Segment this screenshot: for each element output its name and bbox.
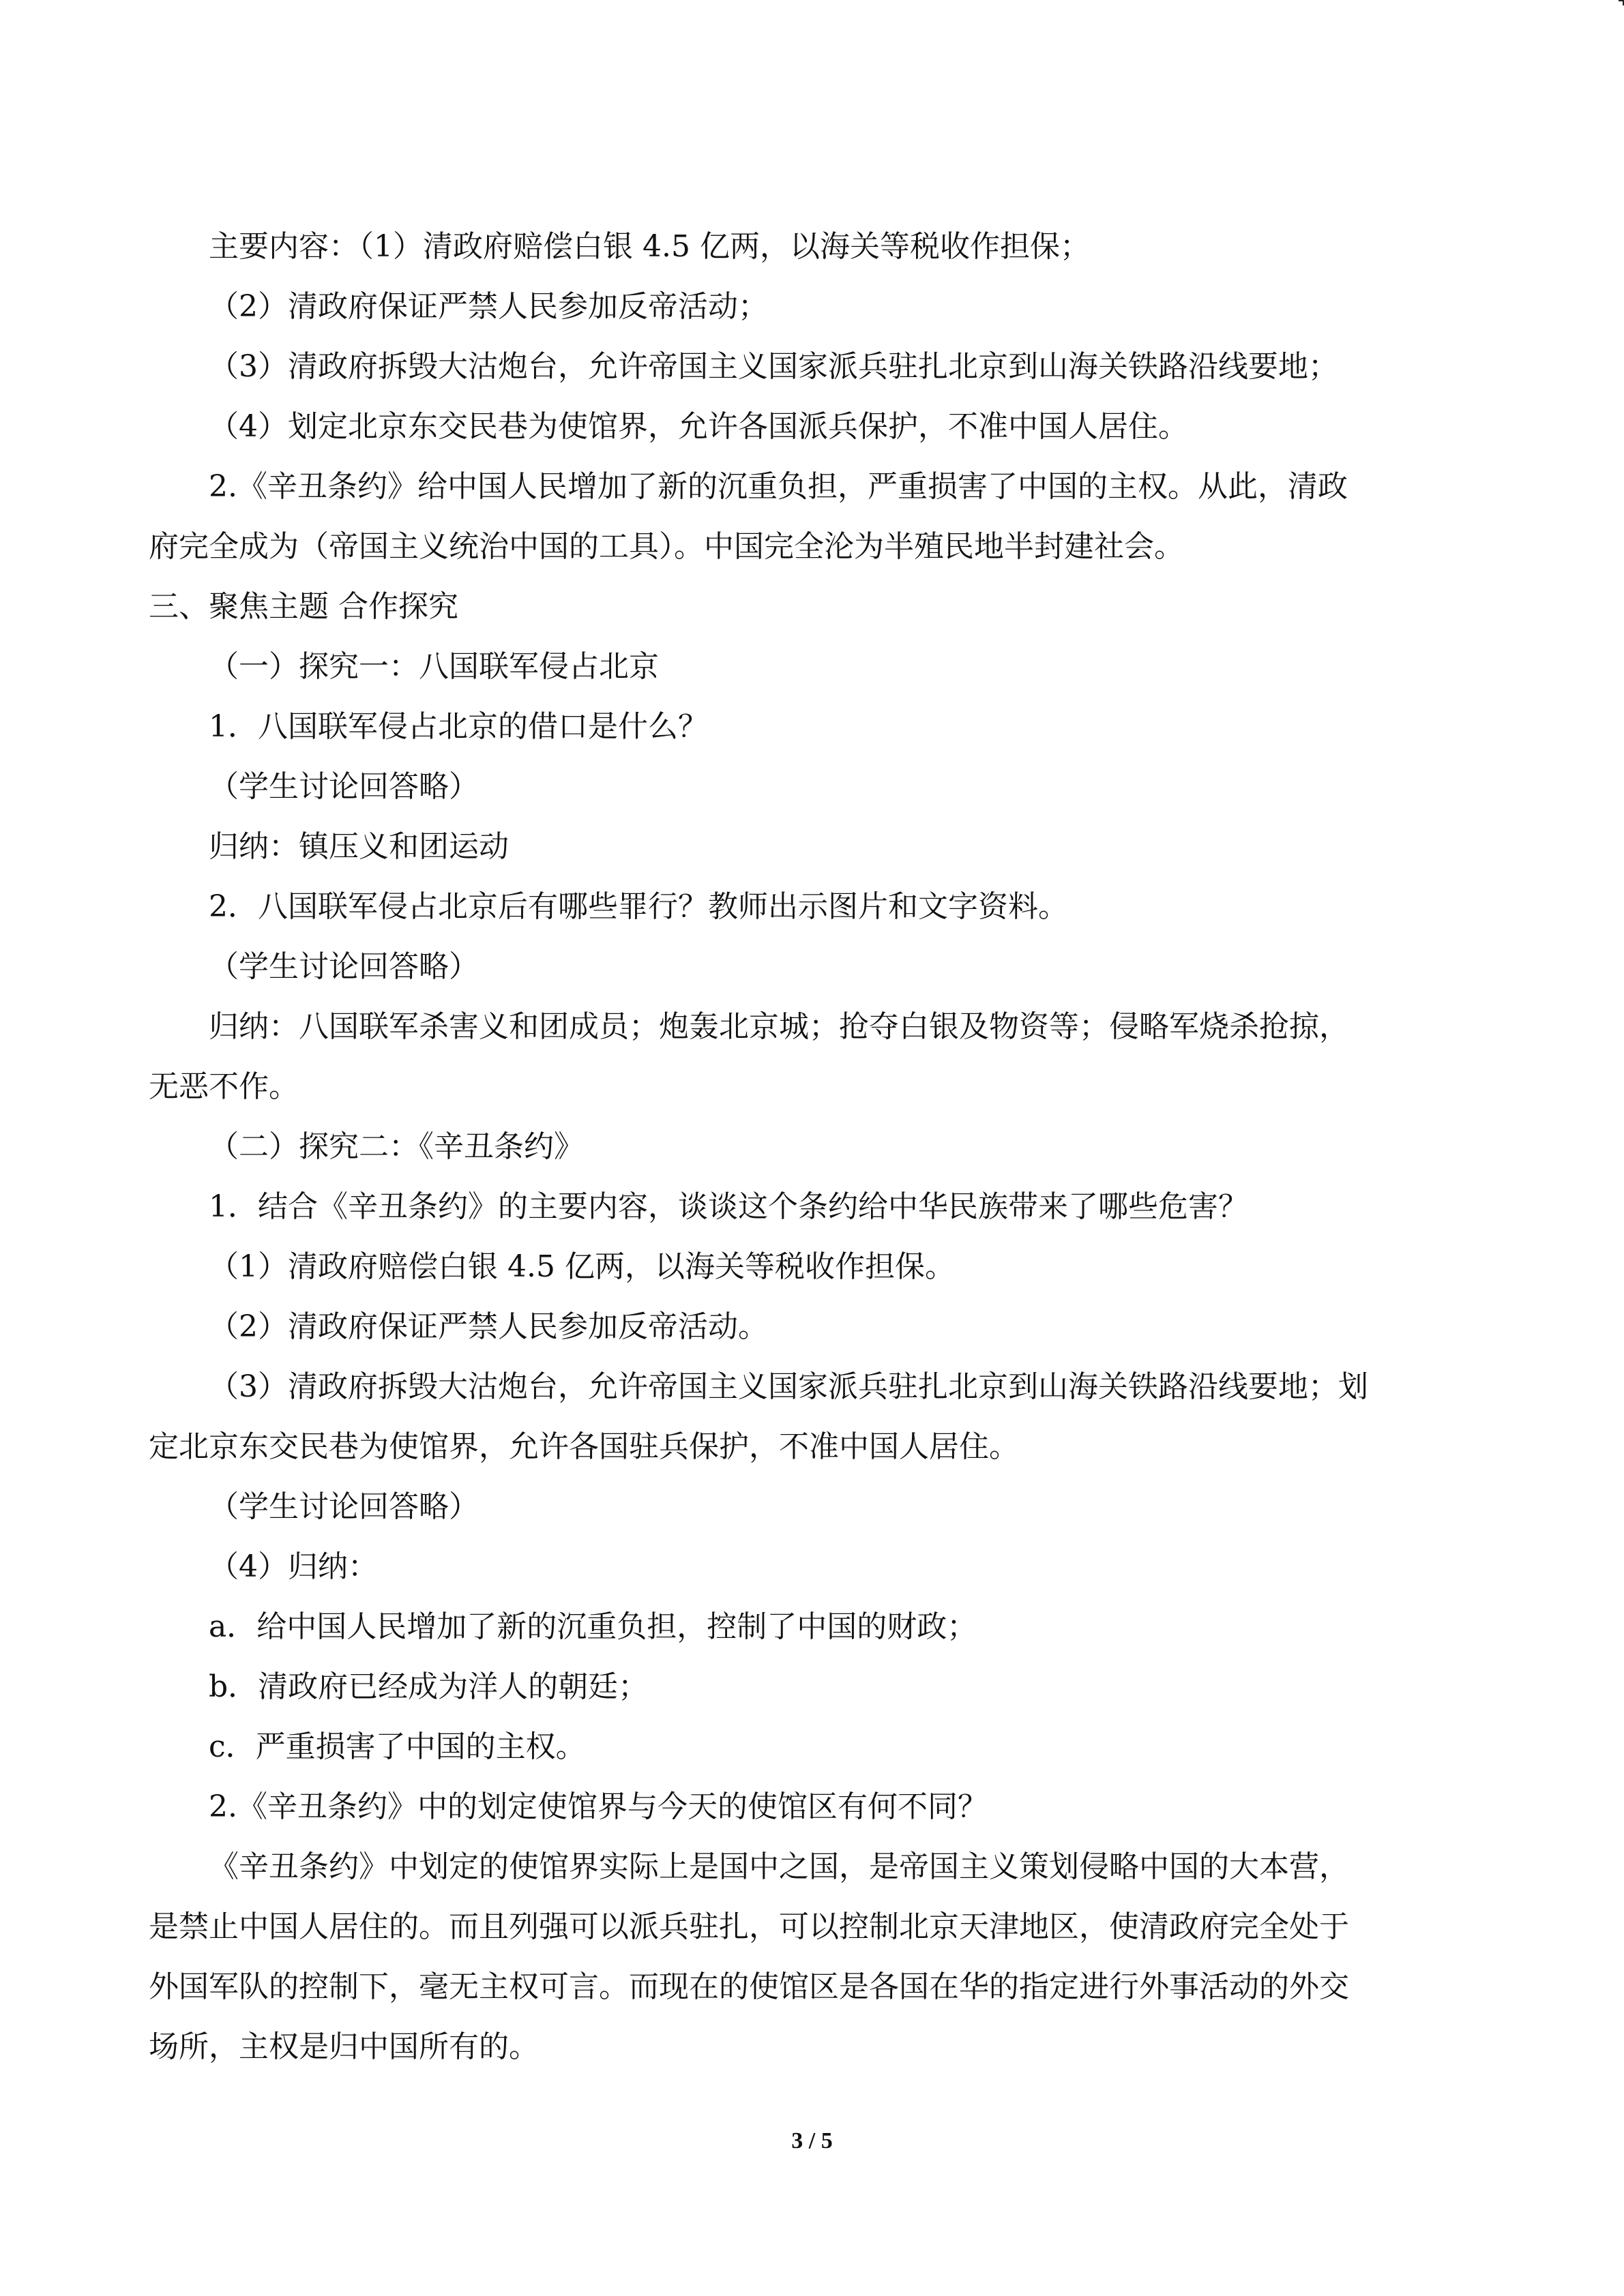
question-line: 1．八国联军侵占北京的借口是什么？ (209, 709, 708, 744)
document-body (149, 217, 1458, 2077)
page-number: 3 / 5 (791, 2128, 833, 2153)
text-line: （4）归纳： (209, 1549, 378, 1584)
text-line: 定北京东交民巷为使馆界，允许各国驻兵保护，不准中国人居住。 (149, 1429, 1019, 1464)
text-line: 府完全成为（帝国主义统治中国的工具）。中国完全沦为半殖民地半封建社会。 (149, 529, 1184, 564)
text-line: 外国军队的控制下，毫无主权可言。而现在的使馆区是各国在华的指定进行外事活动的外交 (149, 1969, 1349, 2004)
text-line: 归纳：八国联军杀害义和团成员；炮轰北京城；抢夺白银及物资等；侵略军烧杀抢掠， (209, 1009, 1349, 1044)
text-line: （1）清政府赔偿白银 4.5 亿两，以海关等税收作担保。 (209, 1249, 955, 1284)
subsection-heading: （二）探究二：《辛丑条约》 (209, 1129, 584, 1164)
text-line: 主要内容：（1）清政府赔偿白银 4.5 亿两，以海关等税收作担保； (209, 229, 1090, 264)
text-line: 无恶不作。 (149, 1069, 299, 1104)
text-line: （3）清政府拆毁大沽炮台，允许帝国主义国家派兵驻扎北京到山海关铁路沿线要地；划 (209, 1369, 1368, 1404)
text-line: （学生讨论回答略） (209, 1489, 479, 1524)
list-item: c．严重损害了中国的主权。 (209, 1729, 586, 1764)
text-line: （学生讨论回答略） (209, 769, 479, 804)
text-line: 归纳：镇压义和团运动 (209, 829, 509, 864)
text-line: 《辛丑条约》中划定的使馆界实际上是国中之国，是帝国主义策划侵略中国的大本营， (209, 1849, 1349, 1884)
page-corner-mark (1619, 0, 1624, 5)
text-line: 2.《辛丑条约》给中国人民增加了新的沉重负担，严重损害了中国的主权。从此，清政 (209, 469, 1348, 504)
subsection-heading: （一）探究一：八国联军侵占北京 (209, 649, 659, 684)
list-item: a．给中国人民增加了新的沉重负担，控制了中国的财政； (209, 1609, 977, 1644)
text-line: （2）清政府保证严禁人民参加反帝活动； (209, 289, 768, 324)
question-line: 1．结合《辛丑条约》的主要内容，谈谈这个条约给中华民族带来了哪些危害？ (209, 1189, 1248, 1224)
section-heading: 三、聚焦主题 合作探究 (149, 589, 458, 624)
text-line: （3）清政府拆毁大沽炮台，允许帝国主义国家派兵驻扎北京到山海关铁路沿线要地； (209, 349, 1338, 384)
text-line: 是禁止中国人居住的。而且列强可以派兵驻扎，可以控制北京天津地区，使清政府完全处于 (149, 1909, 1349, 1944)
text-line: （学生讨论回答略） (209, 949, 479, 984)
text-line: （2）清政府保证严禁人民参加反帝活动。 (209, 1309, 768, 1344)
question-line: 2．八国联军侵占北京后有哪些罪行？教师出示图片和文字资料。 (209, 889, 1068, 924)
question-line: 2.《辛丑条约》中的划定使馆界与今天的使馆区有何不同？ (209, 1789, 988, 1824)
text-line: 场所，主权是归中国所有的。 (149, 2029, 539, 2064)
text-line: （4）划定北京东交民巷为使馆界，允许各国派兵保护，不准中国人居住。 (209, 409, 1188, 444)
list-item: b．清政府已经成为洋人的朝廷； (209, 1669, 649, 1704)
